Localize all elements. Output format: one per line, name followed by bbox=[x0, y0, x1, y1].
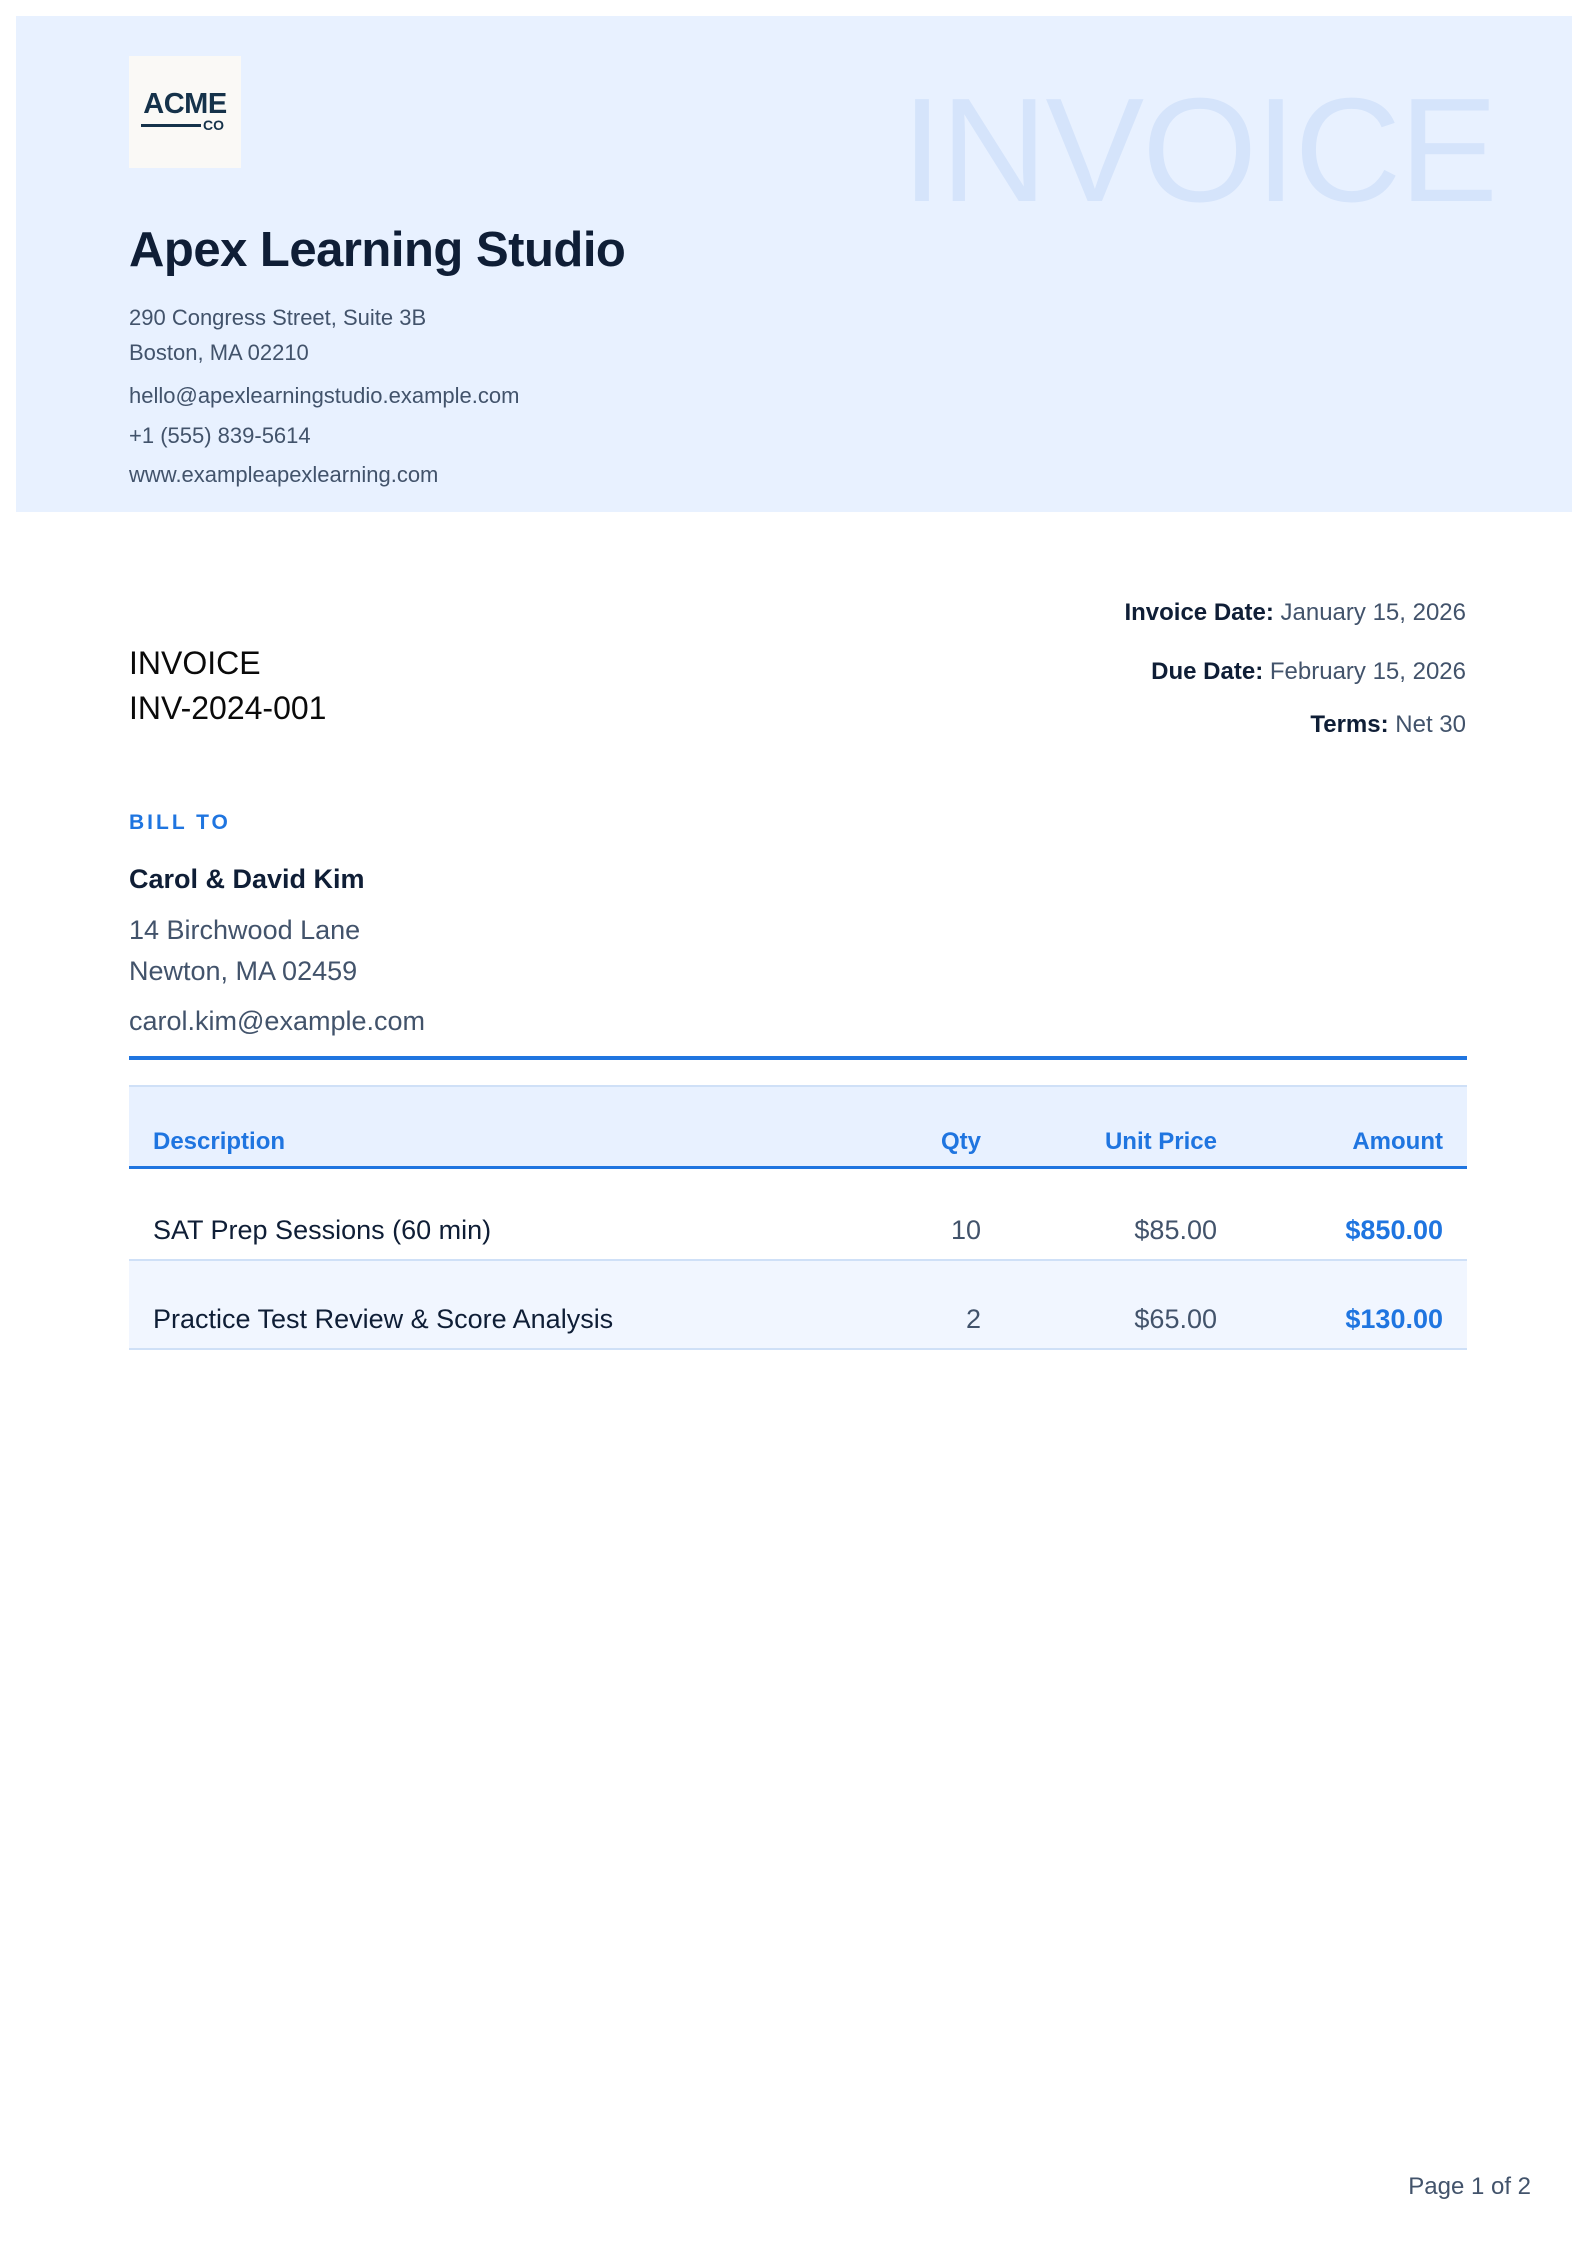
row-unit-price: $65.00 bbox=[1134, 1304, 1217, 1334]
company-logo bbox=[129, 56, 241, 168]
row-amount: $850.00 bbox=[1345, 1215, 1443, 1245]
logo-underline bbox=[141, 124, 201, 127]
column-header-description: Description bbox=[153, 1128, 286, 1155]
terms-value: Net 30 bbox=[1395, 711, 1466, 738]
company-phone: +1 (555) 839-5614 bbox=[129, 423, 311, 448]
due-date-value: February 15, 2026 bbox=[1269, 658, 1466, 685]
client-address-line2: Newton, MA 02459 bbox=[129, 956, 358, 986]
items-table-header bbox=[129, 1085, 1467, 1169]
invoice-date-label: Invoice Date: bbox=[1124, 599, 1274, 626]
terms-row bbox=[1310, 710, 1466, 740]
logo-wordmark: ACME bbox=[143, 88, 227, 120]
client-address-line1: 14 Birchwood Lane bbox=[129, 915, 361, 945]
page-number: Page 1 of 2 bbox=[1408, 2173, 1531, 2200]
row-qty: 10 bbox=[950, 1215, 981, 1245]
table-row bbox=[129, 1172, 1467, 1261]
client-email: carol.kim@example.com bbox=[129, 1006, 425, 1036]
company-name: Apex Learning Studio bbox=[129, 223, 626, 277]
column-header-amount: Amount bbox=[1352, 1128, 1443, 1155]
row-amount: $130.00 bbox=[1345, 1304, 1443, 1334]
invoice-number: INV-2024-001 bbox=[129, 690, 327, 726]
invoice-date-value: January 15, 2026 bbox=[1280, 599, 1466, 626]
row-description: SAT Prep Sessions (60 min) bbox=[153, 1215, 492, 1245]
column-header-qty: Qty bbox=[940, 1128, 981, 1155]
company-email: hello@apexlearningstudio.example.com bbox=[129, 383, 520, 408]
due-date-label: Due Date: bbox=[1151, 658, 1264, 685]
table-row bbox=[129, 1261, 1467, 1350]
logo-suffix: CO bbox=[203, 117, 224, 133]
bill-to-heading: BILL TO bbox=[129, 811, 231, 834]
invoice-date-row bbox=[1124, 598, 1466, 628]
invoice-watermark: INVOICE bbox=[901, 68, 1496, 233]
section-divider bbox=[129, 1056, 1467, 1060]
column-header-unit-price: Unit Price bbox=[1104, 1128, 1217, 1155]
company-website: www.exampleapexlearning.com bbox=[129, 462, 439, 487]
due-date-row bbox=[1151, 657, 1466, 687]
row-unit-price: $85.00 bbox=[1134, 1215, 1217, 1245]
company-address-line2: Boston, MA 02210 bbox=[129, 340, 309, 365]
company-address-line1: 290 Congress Street, Suite 3B bbox=[129, 305, 427, 330]
terms-label: Terms: bbox=[1310, 711, 1389, 738]
row-description: Practice Test Review & Score Analysis bbox=[153, 1304, 614, 1334]
document-title: INVOICE bbox=[129, 645, 261, 681]
client-name: Carol & David Kim bbox=[129, 864, 365, 894]
row-qty: 2 bbox=[965, 1304, 981, 1334]
